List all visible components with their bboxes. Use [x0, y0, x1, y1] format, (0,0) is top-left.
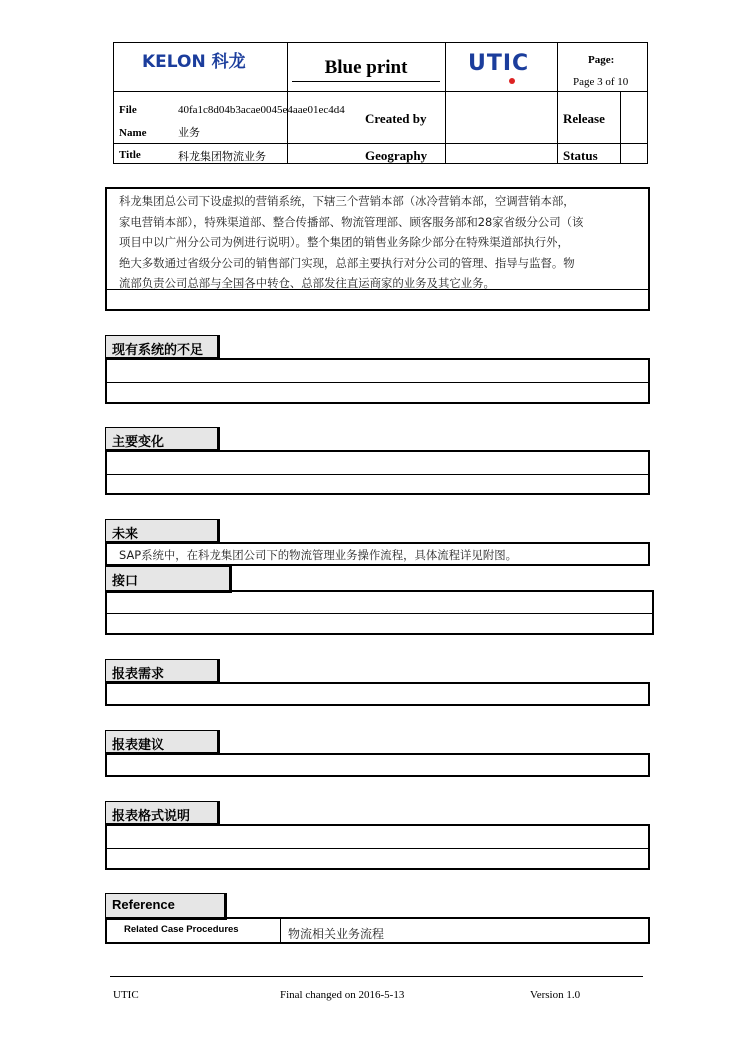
section-reference-tab: Reference: [105, 893, 227, 920]
section-report-suggest-box: [105, 753, 650, 777]
section-report-format-tab: 报表格式说明: [105, 801, 220, 826]
page-label: Page:: [588, 54, 615, 66]
intro-line: 科龙集团总公司下设虚拟的营销系统，下辖三个营销本部（冰冷营销本部，空调营销本部，: [119, 194, 575, 208]
section-deficiency-box: [105, 358, 650, 404]
section-reference-box: [105, 917, 650, 944]
section-report-req-box: [105, 682, 650, 706]
intro-line: 项目中以广州分公司为例进行说明）。整个集团的销售业务除少部分在特殊渠道部执行外，: [119, 235, 569, 249]
section-deficiency-tab: 现有系统的不足: [105, 335, 220, 360]
section-interface-box: [105, 590, 654, 635]
section-changes-box: [105, 450, 650, 495]
footer-left: UTIC: [113, 989, 139, 1001]
section-report-format-box: [105, 824, 650, 870]
section-future-box: [105, 542, 650, 566]
related-case-value: 物流相关业务流程: [288, 927, 385, 941]
intro-line: 家电营销本部），特殊渠道部、整合传播部、物流管理部、顾客服务部和28家省级分公司（该: [119, 214, 584, 229]
intro-line: 绝大多数通过省级分公司的销售部门实现，总部主要执行对分公司的管理、指导与监督。物: [119, 255, 575, 270]
status-label: Status: [563, 148, 598, 163]
footer-right: Version 1.0: [530, 989, 581, 1001]
logo-dot-icon: [509, 78, 515, 84]
section-future-tab: 未来: [105, 519, 220, 544]
related-case-label: Related Case Procedures: [124, 924, 239, 935]
section-changes-tab: 主要变化: [105, 427, 220, 452]
utic-logo: UTIC: [468, 51, 529, 76]
release-label: Release: [563, 111, 605, 126]
doc-title: Blue print: [292, 57, 440, 82]
intro-line: 流部负责公司总部与全国各中转仓、总部发往直运商家的业务及其它业务。: [119, 276, 495, 290]
intro-text: [119, 191, 583, 294]
intro-box: [105, 187, 650, 311]
section-report-req-tab: 报表需求: [105, 659, 220, 684]
section-interface-tab: 接口: [105, 566, 232, 593]
title-value: 科龙集团物流业务: [178, 150, 266, 163]
header-table: [113, 42, 648, 164]
file-name-label: File Name: [119, 104, 147, 139]
footer-rule: [110, 976, 643, 977]
footer-center: Final changed on 2016-5-13: [280, 989, 405, 1001]
geography-label: Geography: [365, 148, 428, 163]
section-report-suggest-tab: 报表建议: [105, 730, 220, 755]
title-label: Title: [119, 149, 141, 161]
kelon-logo: KELON 科龙: [142, 52, 246, 72]
future-text: SAP系统中，在科龙集团公司下的物流管理业务操作流程，具体流程详见附图。: [119, 548, 517, 562]
file-name-value: 40fa1c8d04b3acae0045e4aae01ec4d4业务: [178, 104, 345, 139]
created-by-label: Created by: [365, 111, 427, 126]
page-value: Page 3 of 10: [573, 76, 629, 88]
